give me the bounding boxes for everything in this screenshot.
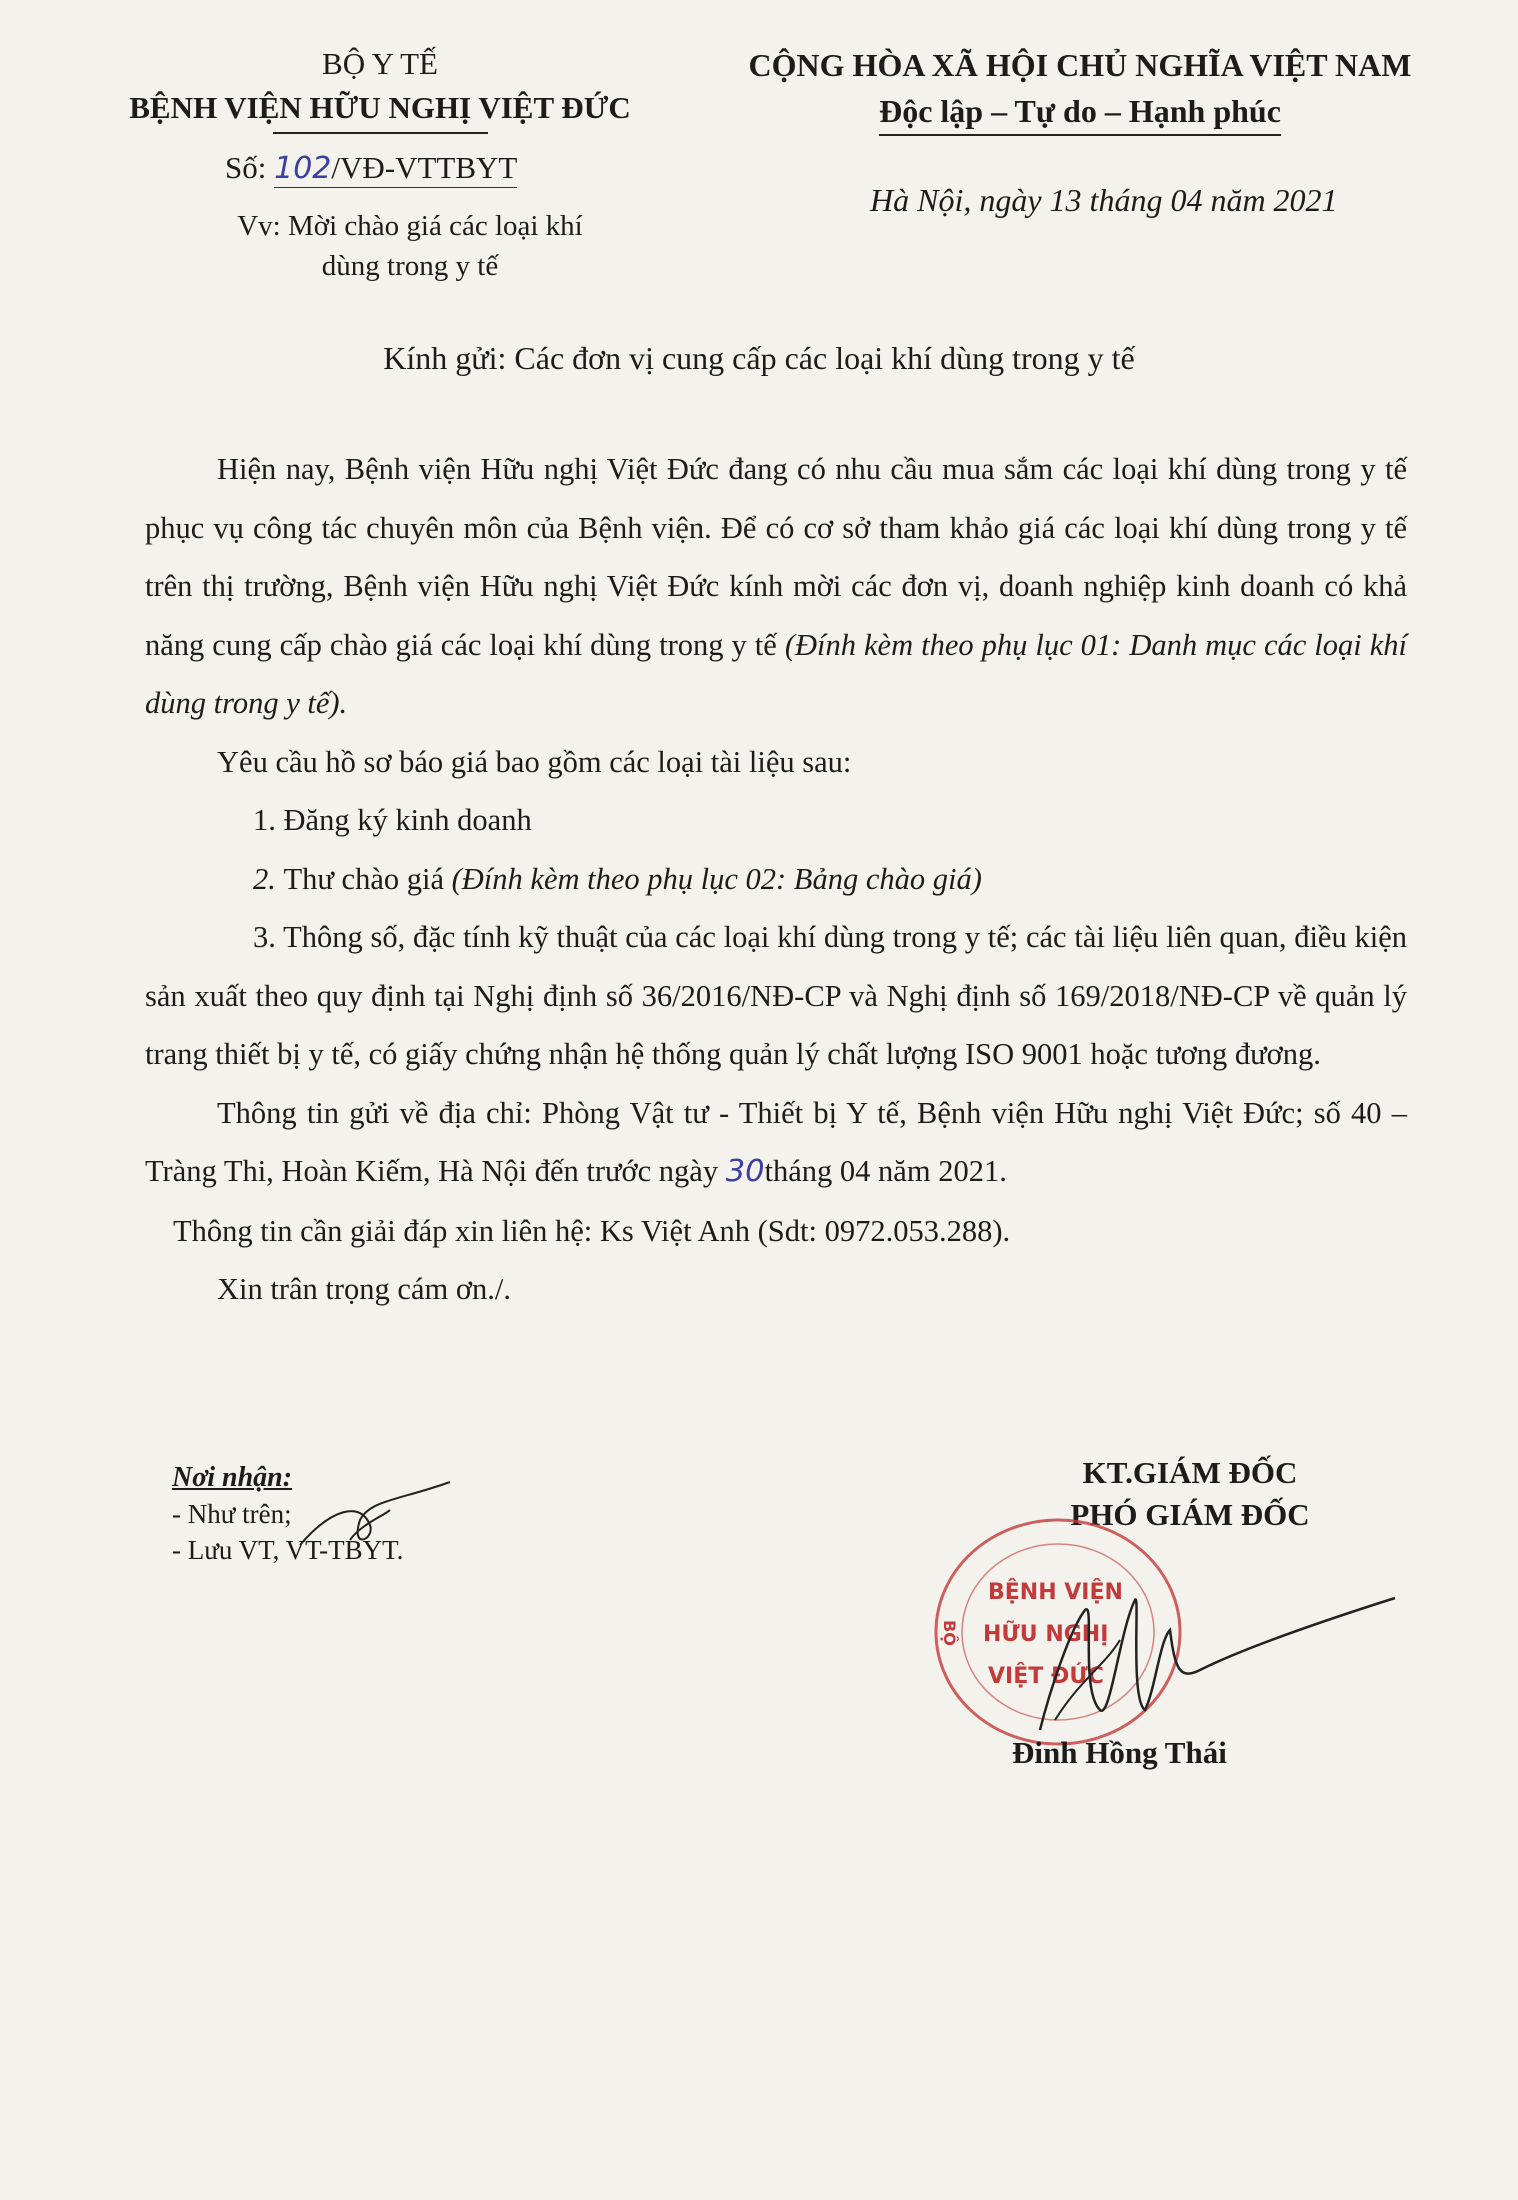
country-name: CỘNG HÒA XÃ HỘI CHỦ NGHĨA VIỆT NAM (748, 47, 1412, 83)
header-left-rule (273, 132, 488, 134)
recipients-line-1: - Như trên; (172, 1499, 292, 1529)
body-paragraph-2: Yêu cầu hồ sơ báo giá bao gồm các loại tài liệu sau: (217, 744, 852, 779)
stamp-line-1: BỆNH VIỆN (988, 1580, 1123, 1605)
handwritten-signature (1010, 1570, 1410, 1750)
subject-line-2: dùng trong y tế (321, 250, 499, 282)
requirement-item-2-number: 2. (253, 861, 284, 896)
requirement-item-2-text: Thư chào giá (283, 861, 452, 896)
signer-name: Đinh Hồng Thái (1012, 1735, 1227, 1770)
recipients-line-2: - Lưu VT, VT-TBYT. (172, 1535, 404, 1565)
deadline-day-handwritten: 30 (725, 1154, 765, 1189)
body-paragraph-1 (145, 440, 1407, 733)
body-paragraph-5: Xin trân trọng cám ơn./. (217, 1272, 511, 1306)
recipients-title: Nơi nhận: (172, 1462, 293, 1493)
initials-scribble (290, 1470, 460, 1560)
national-motto: Độc lập – Tự do – Hạnh phúc (879, 88, 1281, 136)
document-number-suffix: /VĐ-VTTBYT (331, 150, 518, 185)
signature-title-1: KT.GIÁM ĐỐC (1082, 1455, 1298, 1490)
header-right (690, 42, 1470, 136)
body-paragraph-3 (145, 1084, 1407, 1202)
hospital-name: BỆNH VIỆN HỮU NGHỊ VIỆT ĐỨC (129, 90, 631, 125)
ministry-name: BỘ Y TẾ (322, 46, 438, 81)
signature-title-2: PHÓ GIÁM ĐỐC (1070, 1497, 1310, 1532)
document-number-prefix: Số: (225, 150, 275, 185)
document-subject (180, 206, 640, 286)
document-body (145, 440, 1407, 1319)
stamp-line-2: HỮU NGHỊ (983, 1622, 1109, 1647)
subject-line-1: Vv: Mời chào giá các loại khí (237, 210, 583, 242)
document-number (225, 146, 517, 190)
header-left (95, 42, 665, 134)
body-paragraph-1-attachment: (Đính kèm theo phụ lục 01: Danh mục các loại khí dùng trong y tế). (145, 627, 1407, 720)
requirement-item-2 (145, 850, 1407, 909)
stamp-line-3: VIỆT ĐỨC (988, 1664, 1104, 1689)
addressee: Kính gửi: Các đơn vị cung cấp các loại khí dùng trong y tế (383, 340, 1135, 376)
document-number-handwritten: 102 (274, 151, 332, 186)
body-paragraph-3-a: Thông tin gửi về địa chỉ: Phòng Vật tư - Thiết bị Y tế, Bệnh viện Hữu nghị Việt Đức; số 40 – Tràng Thi, Hoàn Kiếm, Hà Nội đến trước ngày (145, 1095, 1407, 1188)
document-date: Hà Nội, ngày 13 tháng 04 năm 2021 (870, 182, 1338, 218)
requirement-item-3: 3. Thông số, đặc tính kỹ thuật của các loại khí dùng trong y tế; các tài liệu liên quan, điều kiện sản xuất theo quy định tại Nghị định số 36/2016/NĐ-CP và Nghị định số 169/2018/NĐ-CP về quản lý trang thiết bị y tế, có giấy chứng nhận hệ thống quản lý chất lượng ISO 9001 hoặc tương đương. (145, 920, 1407, 1071)
requirement-item-2-attachment: (Đính kèm theo phụ lục 02: Bảng chào giá) (451, 861, 982, 896)
body-paragraph-4: Thông tin cần giải đáp xin liên hệ: Ks Việt Anh (Sdt: 0972.053.288). (173, 1213, 1011, 1248)
body-paragraph-3-b: tháng 04 năm 2021. (764, 1154, 1007, 1188)
stamp-side-text: BỘ (940, 1620, 959, 1646)
body-paragraph-1-text: Hiện nay, Bệnh viện Hữu nghị Việt Đức đang có nhu cầu mua sắm các loại khí dùng trong y tế phục vụ công tác chuyên môn của Bệnh viện. Để có cơ sở tham khảo giá các loại khí dùng trong y tế trên thị trường, Bệnh viện Hữu nghị Việt Đức kính mời các đơn vị, doanh nghiệp kinh doanh có khả năng cung cấp chào giá các loại khí dùng trong y tế (145, 452, 1407, 662)
requirement-item-1: 1. Đăng ký kinh doanh (253, 803, 532, 837)
